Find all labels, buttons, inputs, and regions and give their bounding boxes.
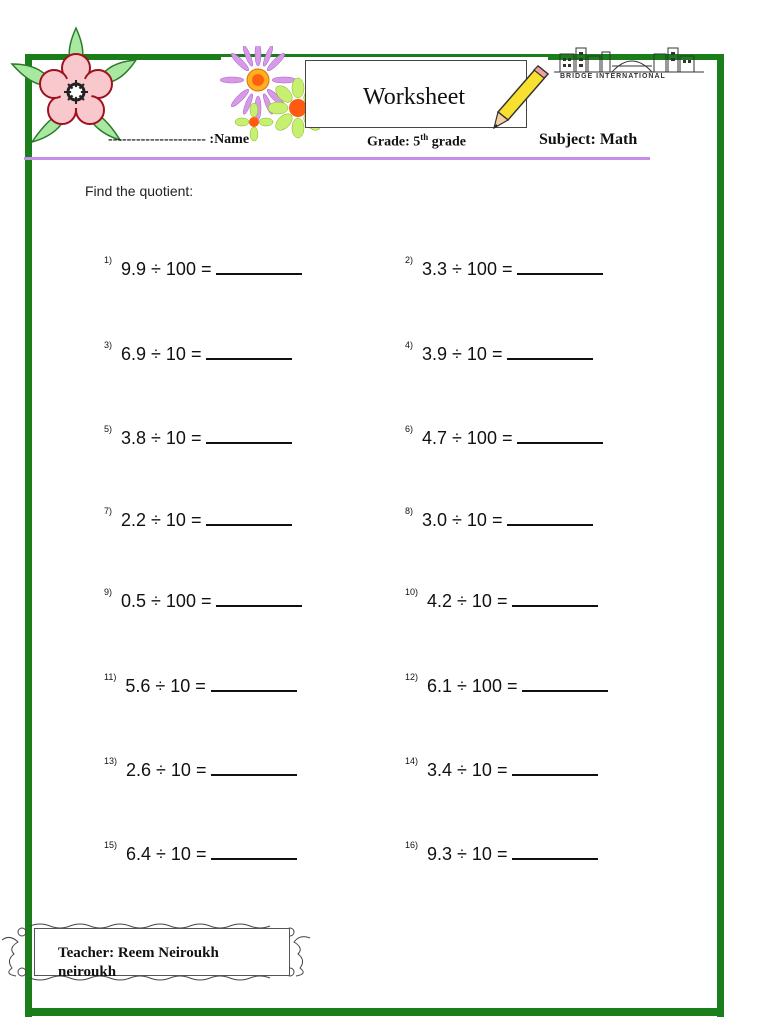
page-title: Worksheet [363, 84, 466, 110]
answer-blank[interactable] [517, 255, 603, 275]
instructions: Find the quotient: [85, 183, 194, 199]
answer-blank[interactable] [512, 587, 598, 607]
problem-expression: 3.0 ÷ 10 = [422, 510, 503, 530]
page-border-right [717, 55, 724, 1017]
problem-number: 5) [104, 424, 113, 434]
problem-expression: 4.7 ÷ 100 = [422, 428, 513, 448]
problem-5 [104, 424, 292, 449]
problem-expression: 5.6 ÷ 10 = [125, 676, 206, 696]
problem-number: 16) [405, 840, 419, 850]
school-logo-text: BRIDGE INTERNATIONAL [560, 73, 666, 80]
problem-expression: 4.2 ÷ 10 = [427, 591, 508, 611]
answer-blank[interactable] [512, 756, 598, 776]
problem-16 [405, 840, 598, 865]
answer-blank[interactable] [507, 340, 593, 360]
answer-blank[interactable] [522, 672, 608, 692]
answer-blank[interactable] [216, 587, 302, 607]
problem-number: 1) [104, 255, 113, 265]
problem-number: 12) [405, 672, 419, 682]
problem-number: 2) [405, 255, 414, 265]
answer-blank[interactable] [507, 506, 593, 526]
problem-expression: 6.4 ÷ 10 = [126, 844, 207, 864]
teacher-line-2: neiroukh [58, 964, 117, 980]
problem-number: 7) [104, 506, 113, 516]
problem-expression: 3.9 ÷ 10 = [422, 344, 503, 364]
problem-expression: 9.9 ÷ 100 = [121, 259, 212, 279]
problem-number: 3) [104, 340, 113, 350]
problem-expression: 2.6 ÷ 10 = [126, 760, 207, 780]
problem-expression: 9.3 ÷ 10 = [427, 844, 508, 864]
problem-number: 15) [104, 840, 118, 850]
problem-15 [104, 840, 297, 865]
page-border-left [25, 55, 32, 1017]
answer-blank[interactable] [206, 424, 292, 444]
answer-blank[interactable] [211, 672, 297, 692]
answer-blank[interactable] [206, 506, 292, 526]
problem-10 [405, 587, 598, 612]
answer-blank[interactable] [512, 840, 598, 860]
problem-4 [405, 340, 593, 365]
problem-number: 14) [405, 756, 419, 766]
answer-blank[interactable] [517, 424, 603, 444]
problem-expression: 6.1 ÷ 100 = [427, 676, 518, 696]
problem-9 [104, 587, 302, 612]
flower-decoration-icon [8, 20, 144, 150]
name-field-label: --------------------- :Name [108, 132, 250, 147]
pencil-icon [492, 62, 552, 132]
answer-blank[interactable] [216, 255, 302, 275]
page-border-bottom [25, 1008, 724, 1016]
problem-number: 11) [104, 672, 117, 682]
teacher-line-1: Teacher: Reem Neiroukh [58, 945, 219, 961]
problem-expression: 3.3 ÷ 100 = [422, 259, 513, 279]
grade-label [367, 132, 466, 151]
problem-number: 4) [405, 340, 414, 350]
problem-number: 13) [104, 756, 118, 766]
problem-number: 8) [405, 506, 414, 516]
problem-3 [104, 340, 292, 365]
problem-number: 10) [405, 587, 419, 597]
problem-13 [104, 756, 297, 781]
problem-7 [104, 506, 292, 531]
problem-2 [405, 255, 603, 280]
problem-6 [405, 424, 603, 449]
problem-expression: 0.5 ÷ 100 = [121, 591, 212, 611]
problem-1 [104, 255, 302, 280]
problem-number: 6) [405, 424, 414, 434]
grade-suffix: grade [428, 134, 466, 150]
answer-blank[interactable] [211, 756, 297, 776]
problem-expression: 3.8 ÷ 10 = [121, 428, 202, 448]
problem-12 [405, 672, 608, 697]
grade-superscript: th [420, 132, 429, 142]
teacher-name [58, 944, 258, 982]
problem-14 [405, 756, 598, 781]
problem-expression: 2.2 ÷ 10 = [121, 510, 202, 530]
answer-blank[interactable] [206, 340, 292, 360]
answer-blank[interactable] [211, 840, 297, 860]
problem-11 [104, 672, 297, 697]
problem-expression: 3.4 ÷ 10 = [427, 760, 508, 780]
problem-number: 9) [104, 587, 113, 597]
header-divider [24, 157, 650, 160]
problem-expression: 6.9 ÷ 10 = [121, 344, 202, 364]
subject-label: Subject: Math [539, 131, 638, 148]
grade-text: Grade: 5 [367, 134, 421, 150]
problem-8 [405, 506, 593, 531]
